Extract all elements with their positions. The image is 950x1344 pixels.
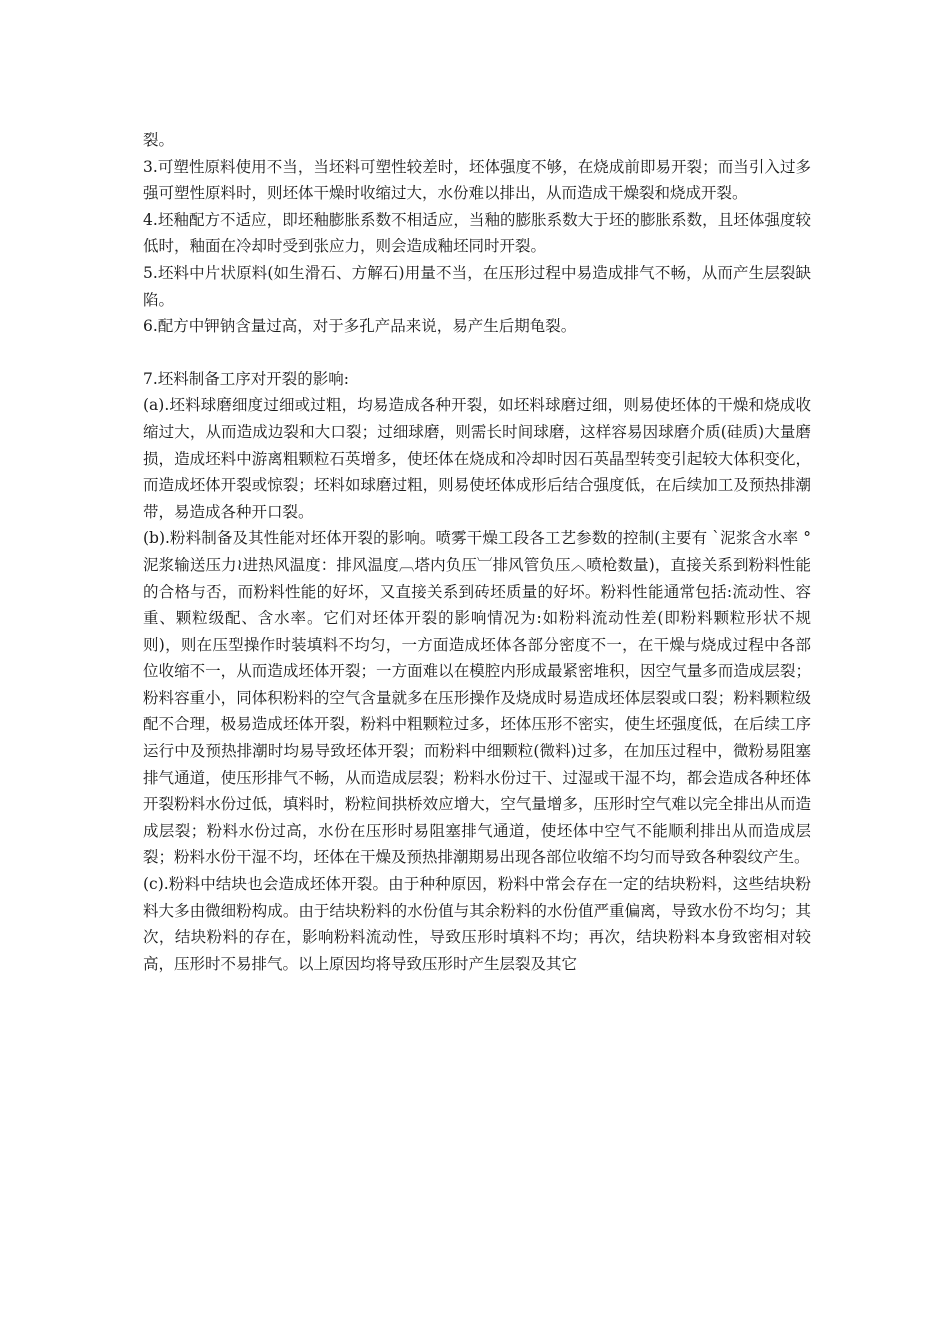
document-body	[143, 127, 811, 977]
paragraph-item-6: 6.配方中钾钠含量过高，对于多孔产品来说，易产生后期龟裂。	[143, 317, 577, 336]
paragraph-item-7-heading: 7.坯料制备工序对开裂的影响:	[143, 369, 350, 388]
paragraph-continuation: 裂。	[143, 131, 175, 149]
paragraph-item-7b: (b).粉料制备及其性能对坯体开裂的影响。喷雾干燥工段各工艺参数的控制(主要有 ˋ泥浆含水率 °泥浆输送压力≀进热风温度：排风温度︹塔内负压︺排风管负压︿喷枪数量)，直接关系到粉料性能的合格与否，而粉料性能的好坏，又直接关系到砖坯质量的好坏。粉料性能通常包括:流动性、容重、颗粒级配、含水率。它们对坯体开裂的影响情况为:如粉料流动性差(即粉料颗粒形状不规则)，则在压型操作时装填料不均匀，一方面造成坯体各部分密度不一，在干燥与烧成过程中各部位收缩不一，从而造成坯体开裂；一方面难以在模腔内形成最紧密堆积，因空气量多而造成层裂；粉料容重小，同体积粉料的空气含量就多在压形操作及烧成时易造成坯体层裂或口裂；粉料颗粒级配不合理，极易造成坯体开裂，粉料中粗颗粒过多，坯体压形不密实，使生坯强度低，在后续工序运行中及预热排潮时均易导致坯体开裂；而粉料中细颗粒(微料)过多，在加压过程中，微粉易阻塞排气通道，使压形排气不畅，从而造成层裂；粉料水份过干、过湿或干湿不均，都会造成各种坯体开裂粉料水份过低，填料时，粉粒间拱桥效应增大，空气量增多，压形时空气难以完全排出从而造成层裂；粉料水份过高，水份在压形时易阻塞排气通道，使坯体中空气不能顺利排出从而造成层裂；粉料水份干湿不均，坯体在干燥及预热排潮期易出现各部位收缩不均匀而导致各种裂纹产生。	[143, 529, 811, 867]
paragraph-item-5: 5.坯料中片状原料(如生滑石、方解石)用量不当，在压形过程中易造成排气不畅，从而产生层裂缺陷。	[143, 263, 811, 309]
paragraph-item-4: 4.坯釉配方不适应，即坯釉膨胀系数不相适应，当釉的膨胀系数大于坯的膨胀系数，且坯体强度较低时，釉面在冷却时受到张应力，则会造成釉坯同时开裂。	[143, 210, 811, 256]
paragraph-item-7a: (a).坯料球磨细度过细或过粗，均易造成各种开裂，如坯料球磨过细，则易使坯体的干燥和烧成收缩过大，从而造成边裂和大口裂；过细球磨，则需长时间球磨，这样容易因球磨介质(硅质)大量磨损，造成坯料中游离粗颗粒石英增多，使坯体在烧成和冷却时因石英晶型转变引起较大体积变化，而造成坯体开裂或惊裂；坯料如球磨过粗，则易使坯体成形后结合强度低，在后续加工及预热排潮带，易造成各种开口裂。	[143, 396, 811, 521]
paragraph-item-3: 3.可塑性原料使用不当，当坯料可塑性较差时，坯体强度不够，在烧成前即易开裂；而当引入过多强可塑性原料时，则坯体干燥时收缩过大，水份难以排出，从而造成干燥裂和烧成开裂。	[143, 157, 811, 203]
paragraph-item-7c: (c).粉料中结块也会造成坯体开裂。由于种种原因，粉料中常会存在一定的结块粉料，这些结块粉料大多由微细粉构成。由于结块粉料的水份值与其余粉料的水份值严重偏离，导致水份不均匀；其次，结块粉料的存在，影响粉料流动性，导致压形时填料不均；再次，结块粉料本身致密相对较高，压形时不易排气。以上原因均将导致压形时产生层裂及其它	[143, 875, 811, 973]
blank-line	[143, 340, 811, 366]
